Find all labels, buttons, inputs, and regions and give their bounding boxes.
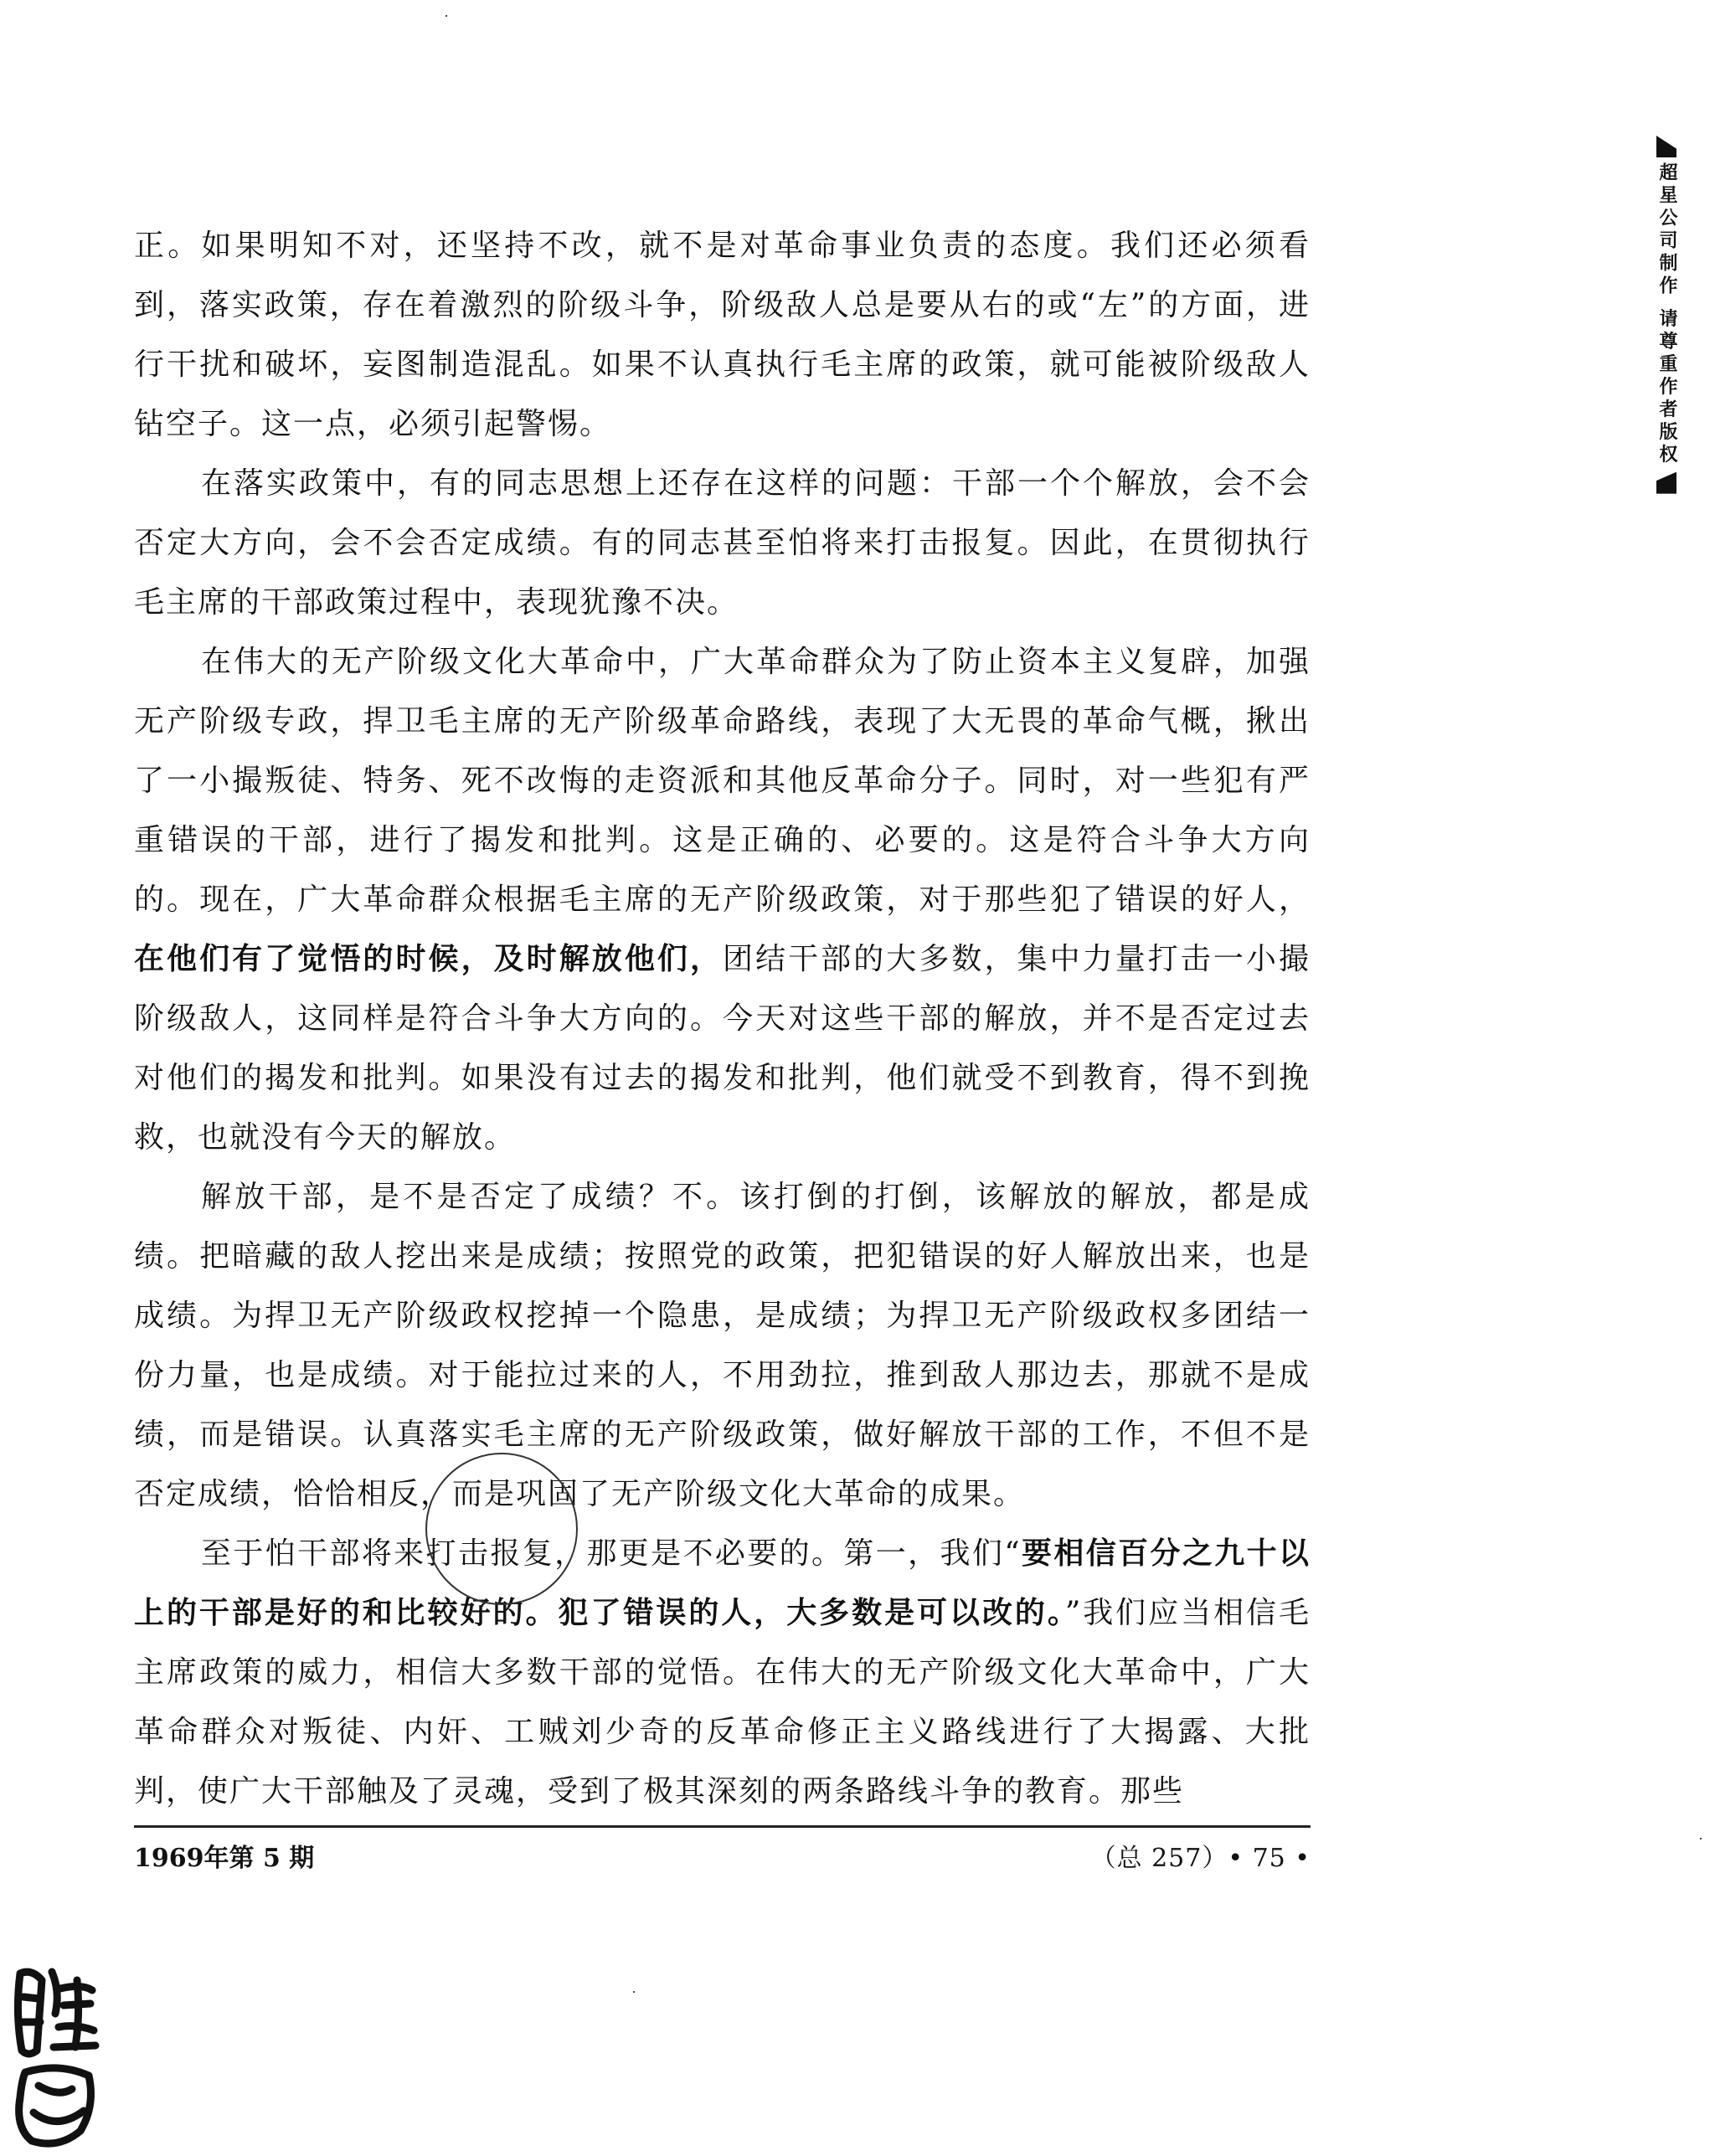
paragraph-1 [134,216,1311,454]
copyright-side-strip [1653,136,1690,642]
issue-label: 1969年第 5 期 [134,1844,315,1873]
seal-stamp [8,1963,100,2152]
scan-speck [633,1991,635,1993]
scan-speck [445,15,447,17]
paragraph-4-text: 解放干部，是不是否定了成绩？不。该打倒的打倒，该解放的解放，都是成绩。把暗藏的敌人挖出来是成绩；按照党的政策，把犯错误的好人解放出来，也是成绩。为捍卫无产阶级政权挖掉一个隐患，是成绩；为捍卫无产阶级政权多团结一份力量，也是成绩。对于能拉过来的人，不用劲拉，推到敌人那边去，那就不是成绩，而是错误。认真落实毛主席的无产阶级政策，做好解放干部的工作，不但不是否定成绩，恰恰相反，而是巩固了无产阶级文化大革命的成果。 [134,1180,1311,1511]
footer-rule [134,1825,1311,1828]
paragraph-5 [134,1524,1311,1821]
paragraph-3-text-a: 在伟大的无产阶级文化大革命中，广大革命群众为了防止资本主义复辟，加强无产阶级专政，捍卫毛主席的无产阶级革命路线，表现了大无畏的革命气概，揪出了一小撮叛徒、特务、死不改悔的走资派和其他反革命分子。同时，对一些犯有严重错误的干部，进行了揭发和批判。这是正确的、必要的。这是符合斗争大方向的。现在，广大革命群众根据毛主席的无产阶级政策，对于那些犯了错误的好人， [134,645,1311,917]
paragraph-1-text: 正。如果明知不对，还坚持不改，就不是对革命事业负责的态度。我们还必须看到，落实政策，存在着激烈的阶级斗争，阶级敌人总是要从右的或“左”的方面，进行干扰和破坏，妄图制造混乱。如果不认真执行毛主席的政策，就可能被阶级敌人钻空子。这一点，必须引起警惕。 [134,229,1311,441]
paragraph-3-bold-quote: 在他们有了觉悟的时候，及时解放他们， [134,942,724,976]
copyright-text: 超星公司制作 请尊重作者版权 [1656,162,1677,467]
paragraph-5-text-b: ”我们应当相信毛主席政策的威力，相信大多数干部的觉悟。在伟大的无产阶级文化大革命中，广大革命群众对叛徒、内奸、工贼刘少奇的反革命修正主义路线进行了大揭露、大批判，使广大干部触及了灵魂，受到了极其深刻的两条路线斗争的教育。那些 [134,1596,1311,1809]
page-number: （总 257）• 75 • [1090,1844,1311,1873]
paragraph-4 [134,1167,1311,1524]
strip-top-marker [1656,136,1676,157]
paragraph-5-bold-quote: 要相信百分之九十以上的干部是好的和比较好的。犯了错误的人，大多数是可以改的。 [134,1536,1311,1630]
page-footer [134,1837,1311,1874]
paragraph-5-text-a: 至于怕干部将来打击报复，那更是不必要的。第一，我们“ [201,1536,1022,1571]
strip-bottom-marker [1656,472,1676,494]
paragraph-2 [134,454,1311,632]
scan-speck [1700,1838,1702,1840]
paragraph-3 [134,632,1311,1167]
pen-circle-mark [425,1453,578,1605]
article-body [134,216,1311,1821]
paragraph-3-text-b: 团结干部的大多数，集中力量打击一小撮阶级敌人，这同样是符合斗争大方向的。今天对这些干部的解放，并不是否定过去对他们的揭发和批判。如果没有过去的揭发和批判，他们就受不到教育，得不到挽救，也就没有今天的解放。 [134,942,1311,1155]
paragraph-2-text: 在落实政策中，有的同志思想上还存在这样的问题：干部一个个解放，会不会否定大方向，会不会否定成绩。有的同志甚至怕将来打击报复。因此，在贯彻执行毛主席的干部政策过程中，表现犹豫不决。 [134,466,1311,620]
